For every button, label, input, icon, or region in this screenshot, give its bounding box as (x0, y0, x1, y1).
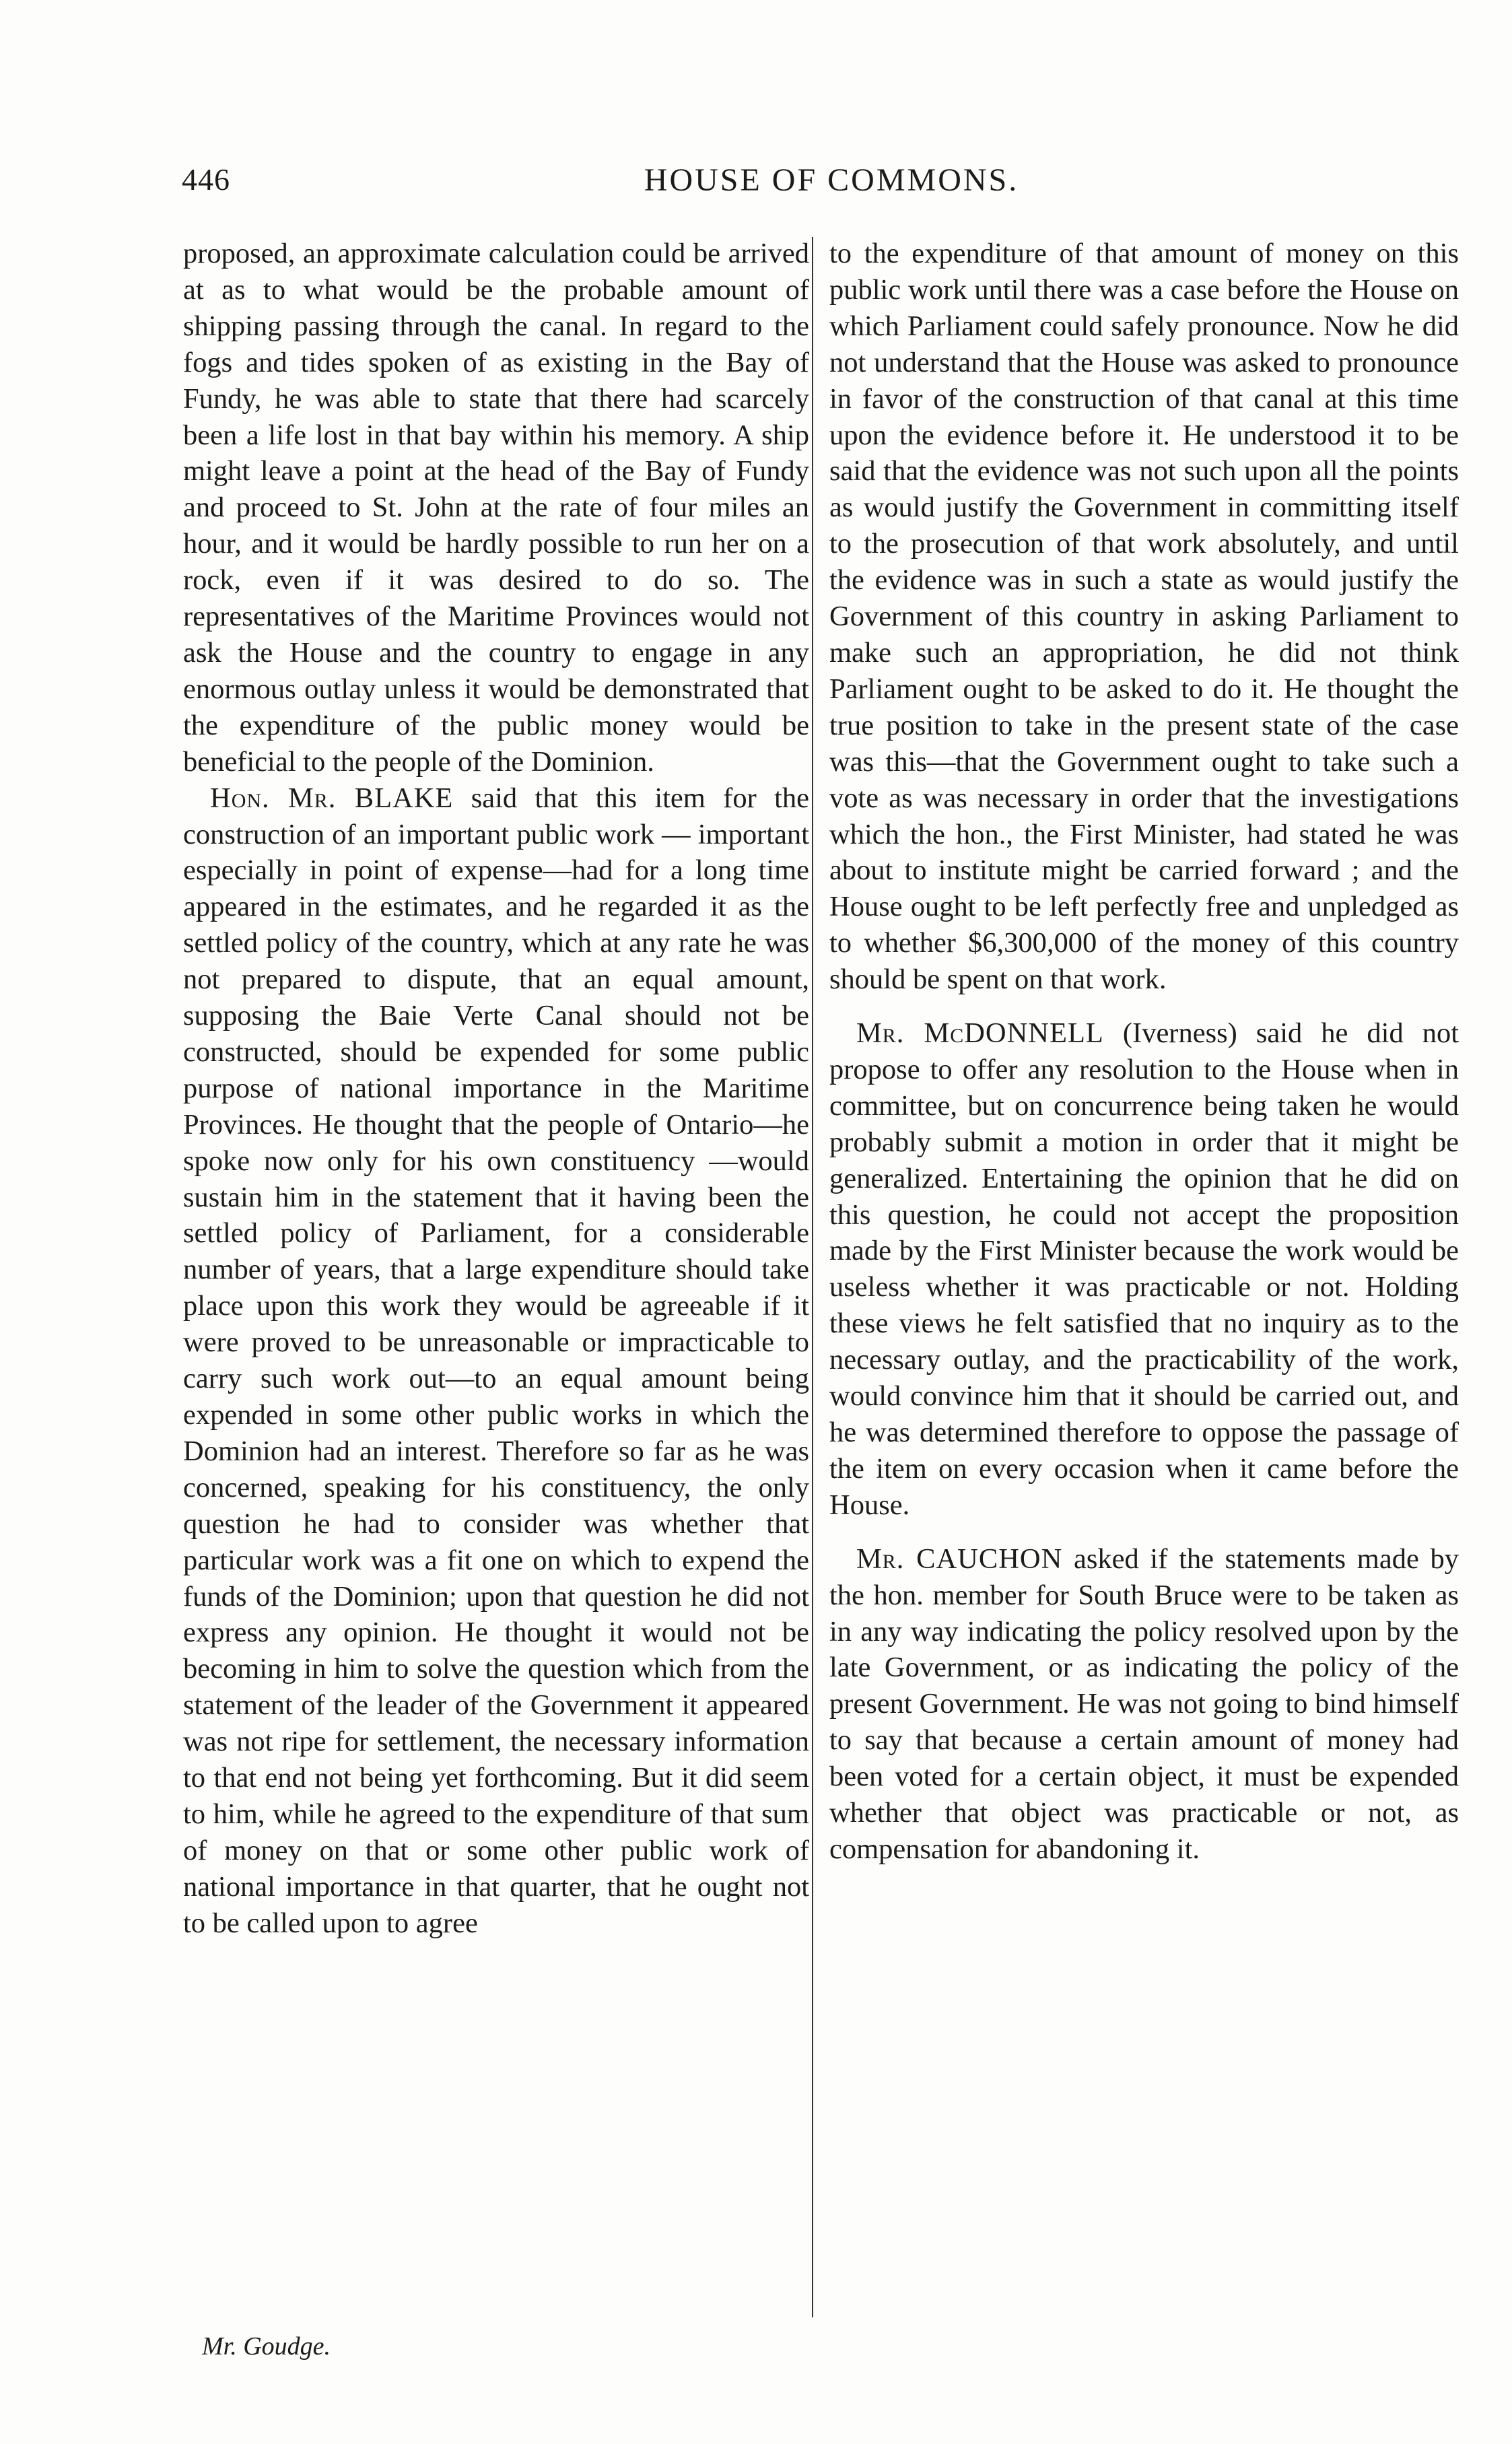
right-column (829, 236, 1459, 1868)
speaker-name: Mr. CAUCHON (856, 1542, 1063, 1575)
paragraph-continuation: to the expenditure of that amount of money on this public work until there was a case before the House on which Parliament could safely pronounce. Now he did not understand that the House was asked to pronounce in favor of the construction of that canal at this time upon the evidence before it. He understood it to be said that the evidence was not such upon all the points as would justify the Government in committing itself to the prosecution of that work absolutely, and until the evidence was in such a state as would justify the Government of this country in asking Parliament to make such an appropriation, he did not think Parliament ought to be asked to do it. He thought the true position to take in the present state of the case was this—that the Government ought to take such a vote as was necessary in order that the investigations which the hon., the First Minister, had stated he was about to institute might be carried forward ; and the House ought to be left perfectly free and unpledged as to whether $6,300,000 of the money of this country should be spent on that work. (829, 238, 1459, 996)
speaker-name: Hon. Mr. BLAKE (210, 782, 454, 814)
page-number: 446 (182, 162, 230, 197)
page-header (182, 162, 1481, 209)
paragraph-continuation: proposed, an approximate calculation could be arrived at as to what would be the probable amount of shipping passing through the canal. In regard to the fogs and tides spoken of as existing in the Bay of Fundy, he was able to state that there had scarcely been a life lost in that bay within his memory. A ship might leave a point at the head of the Bay of Fundy and proceed to St. John at the rate of four miles an hour, and it would be hardly possible to run her on a rock, even if it was desired to do so. The representatives of the Maritime Provinces would not ask the House and the country to engage in any enormous outlay unless it would be demonstrated that the expenditure of the public money would be beneficial to the people of the Dominion. (183, 238, 809, 778)
speech-text: said that this item for the construction of an important public work — important especially in point of expense—had for a long time appeared in the estimates, and he regarded it as the settled policy of the country, which at any rate he was not prepared to dispute, that an equal amount, supposing the Baie Verte Canal should not be constructed, should be expended for some public purpose of national importance in the Maritime Provinces. He thought that the people of Ontario—he spoke now only for his own constituency —would sustain him in the statement that it having been the settled policy of Parliament, for a considerable number of years, that a large expenditure should take place upon this work they would be agreeable if it were proved to be unreasonable or impracticable to carry such work out—to an equal amount being expended in some other public works in which the Dominion had an interest. Therefore so far as he was concerned, speaking for his constituency, the only question he had to consider was whether that particular work was a fit one on which to expend the funds of the Dominion; upon that question he did not express any opinion. He thought it would not be becoming in him to solve the question which from the statement of the leader of the Government it appeared was not ripe for settlement, the necessary information to that end not being yet forthcoming. But it did seem to him, while he agreed to the expenditure of that sum of money on that or some other public work of national importance in that quarter, that he ought not to be called upon to agree (183, 782, 809, 1939)
paragraph-blake (183, 780, 809, 1942)
left-column (183, 236, 809, 1942)
speech-text: (Iverness) said he did not propose to offer any resolution to the House when in committee, but on concurrence being taken he would probably submit a motion in order that it might be generalized. Entertaining the opinion that he did on this question, he could not accept the proposition made by the First Minister because the work would be useless whether it was practicable or not. Holding these views he felt satisfied that no inquiry as to the necessary outlay, and the practicability of the work, would convince him that it should be carried out, and he was determined therefore to oppose the passage of the item on every occasion when it came before the House. (829, 1017, 1459, 1521)
paragraph-cauchon (829, 1541, 1459, 1868)
footer-signature: Mr. Goudge. (202, 2332, 331, 2361)
column-divider (812, 237, 813, 2317)
speaker-name: Mr. McDONNELL (856, 1017, 1104, 1050)
paragraph-mcdonnell (829, 1015, 1459, 1524)
running-head: HOUSE OF COMMONS. (644, 162, 1019, 198)
speech-text: asked if the statements made by the hon. member for South Bruce were to be taken as in any way indicating the policy resolved upon by the late Government, or as indicating the policy of the present Government. He was not going to bind himself to say that because a certain amount of money had been voted for a certain object, it must be expended whether that object was practicable or not, as compensation for abandoning it. (829, 1542, 1459, 1865)
